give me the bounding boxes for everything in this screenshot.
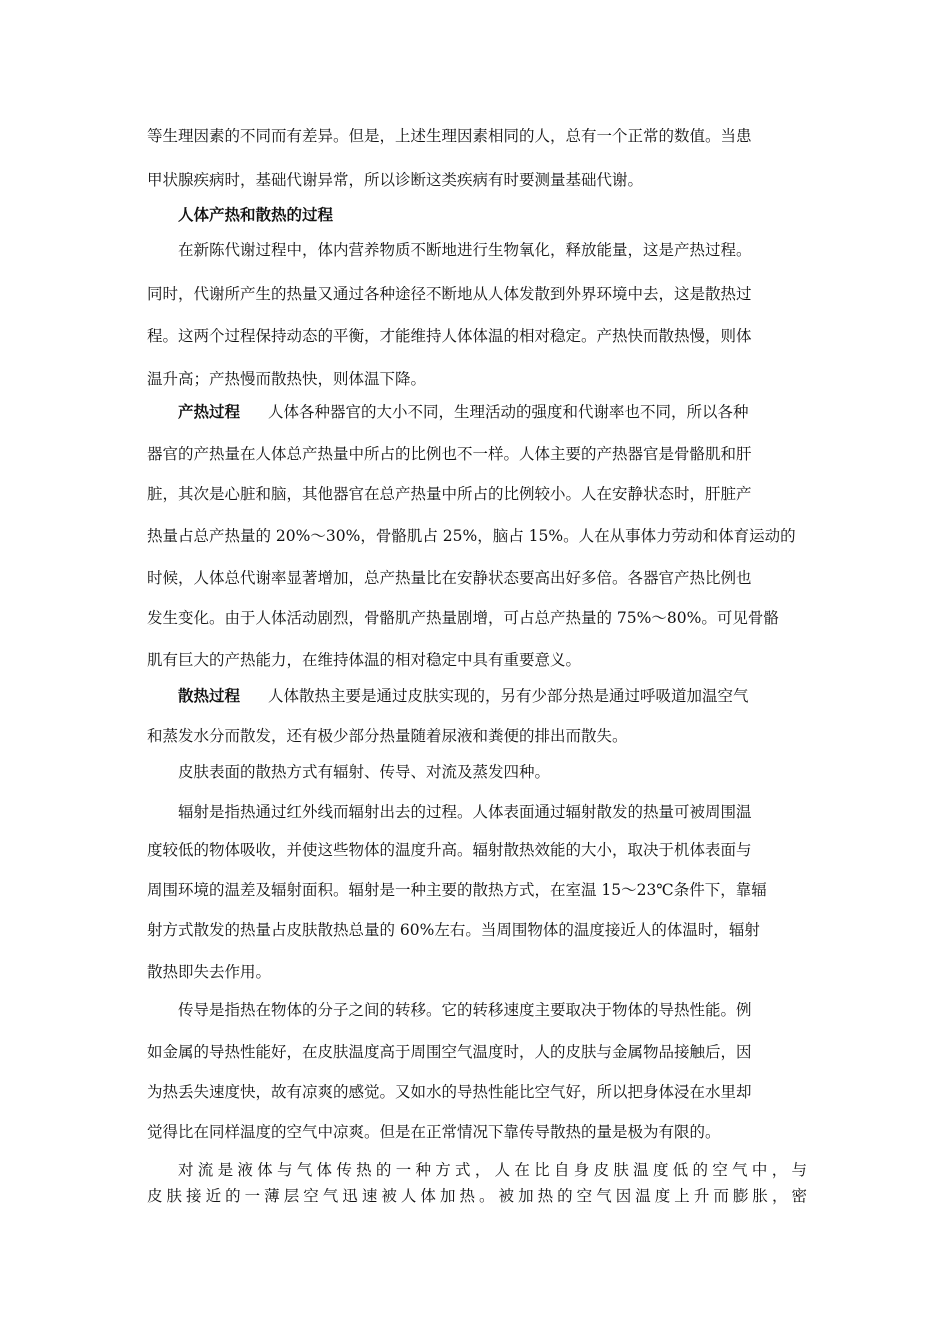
paragraph-line [178, 402, 807, 422]
paragraph-line: 周围环境的温差及辐射面积。辐射是一种主要的散热方式，在室温 15～23℃条件下，靠辐 [147, 881, 767, 899]
paragraph-line: 散热即失去作用。 [147, 963, 272, 981]
paragraph-line: 传导是指热在物体的分子之间的转移。它的转移速度主要取决于物体的导热性能。例 [178, 1001, 752, 1019]
paragraph-line: 同时，代谢所产生的热量又通过各种途径不断地从人体发散到外界环境中去，这是散热过 [147, 285, 752, 303]
paragraph-line: 温升高；产热慢而散热快，则体温下降。 [147, 370, 427, 388]
paragraph-line: 脏，其次是心脏和脑，其他器官在总产热量中所占的比例较小。人在安静状态时，肝脏产 [147, 485, 752, 503]
paragraph-line: 等生理因素的不同而有差异。但是，上述生理因素相同的人，总有一个正常的数值。当患 [147, 127, 752, 145]
paragraph-line: 肌有巨大的产热能力，在维持体温的相对稳定中具有重要意义。 [147, 651, 582, 669]
run-in-heading: 散热过程 [178, 686, 241, 705]
paragraph-line: 度较低的物体吸收，并使这些物体的温度升高。辐射散热效能的大小，取决于机体表面与 [147, 841, 752, 859]
paragraph-line: 皮肤表面的散热方式有辐射、传导、对流及蒸发四种。 [178, 763, 551, 781]
paragraph-line: 时候，人体总代谢率显著增加，总产热量比在安静状态要高出好多倍。各器官产热比例也 [147, 569, 752, 587]
paragraph-line: 如金属的导热性能好，在皮肤温度高于周围空气温度时，人的皮肤与金属物品接触后，因 [147, 1043, 752, 1061]
section-heading: 人体产热和散热的过程 [178, 205, 334, 224]
paragraph-line: 热量占总产热量的 20%～30%，骨骼肌占 25%，脑占 15%。人在从事体力劳动和体育运动的 [147, 527, 796, 545]
paragraph-text: 人体散热主要是通过皮肤实现的，另有少部分热是通过呼吸道加温空气 [268, 687, 749, 705]
paragraph-line: 器官的产热量在人体总产热量中所占的比例也不一样。人体主要的产热器官是骨骼肌和肝 [147, 445, 752, 463]
paragraph-line: 甲状腺疾病时，基础代谢异常，所以诊断这类疾病有时要测量基础代谢。 [147, 171, 644, 189]
paragraph-line: 和蒸发水分而散发，还有极少部分热量随着尿液和粪便的排出而散失。 [147, 727, 628, 745]
paragraph-line: 发生变化。由于人体活动剧烈，骨骼肌产热量剧增，可占总产热量的 75%～80%。可见骨骼 [147, 609, 779, 627]
paragraph-line: 辐射是指热通过红外线而辐射出去的过程。人体表面通过辐射散发的热量可被周围温 [178, 803, 752, 821]
paragraph-line: 对流是液体与气体传热的一种方式，人在比自身皮肤温度低的空气中，与 [178, 1161, 807, 1179]
run-in-heading: 产热过程 [178, 402, 241, 421]
paragraph-line: 皮肤接近的一薄层空气迅速被人体加热。被加热的空气因温度上升而膨胀，密 [147, 1187, 807, 1205]
paragraph-line [178, 686, 807, 706]
paragraph-line: 程。这两个过程保持动态的平衡，才能维持人体体温的相对稳定。产热快而散热慢，则体 [147, 327, 752, 345]
paragraph-line: 在新陈代谢过程中，体内营养物质不断地进行生物氧化，释放能量，这是产热过程。 [178, 241, 752, 259]
paragraph-line: 觉得比在同样温度的空气中凉爽。但是在正常情况下靠传导散热的量是极为有限的。 [147, 1123, 721, 1141]
paragraph-line: 为热丢失速度快，故有凉爽的感觉。又如水的导热性能比空气好，所以把身体浸在水里却 [147, 1083, 752, 1101]
paragraph-text: 人体各种器官的大小不同，生理活动的强度和代谢率也不同，所以各种 [268, 403, 749, 421]
paragraph-line: 射方式散发的热量占皮肤散热总量的 60%左右。当周围物体的温度接近人的体温时，辐射 [147, 921, 760, 939]
